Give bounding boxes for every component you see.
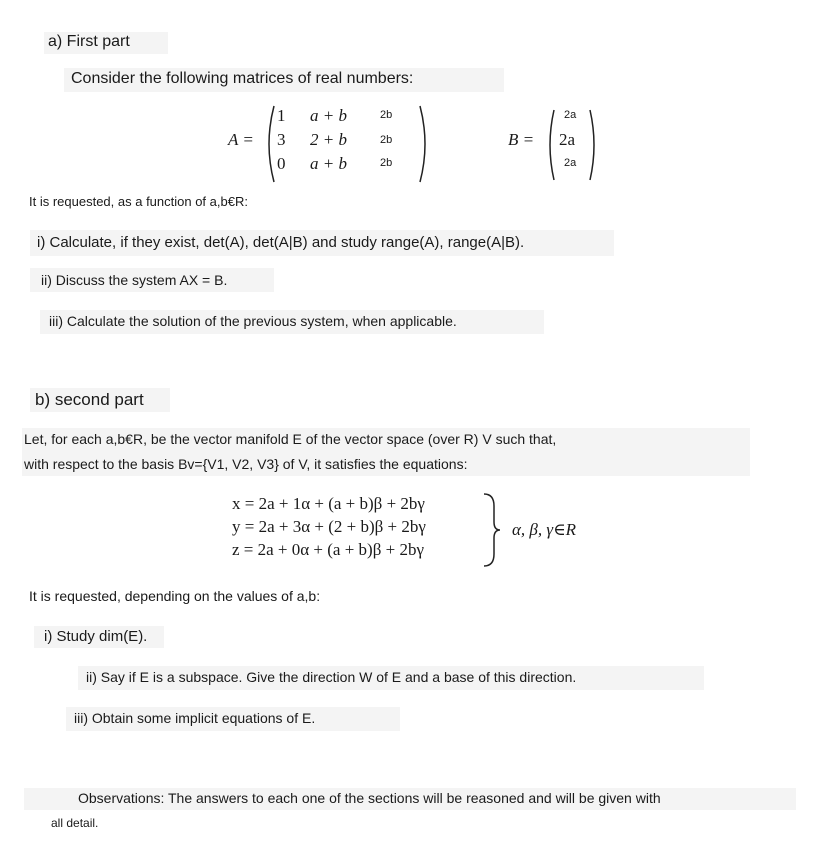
equation-params: α, β, γ∈R bbox=[512, 520, 577, 539]
equation-y: y = 2a + 3α + (2 + b)β + 2bγ bbox=[232, 517, 426, 536]
part-a-request: It is requested, as a function of a,b€R: bbox=[29, 194, 248, 209]
equations-right-brace bbox=[482, 492, 502, 568]
equation-z: z = 2a + 0α + (a + b)β + 2bγ bbox=[232, 540, 424, 559]
a-cell-2-1: 3 bbox=[277, 130, 286, 149]
part-b-item-2: ii) Say if E is a subspace. Give the direction W of E and a base of this direction. bbox=[86, 669, 577, 685]
matrix-a-left-paren bbox=[262, 104, 276, 184]
part-b-item-1: i) Study dim(E). bbox=[44, 628, 148, 645]
a-cell-2-3: 2b bbox=[380, 134, 393, 146]
matrix-a-label: A = bbox=[228, 130, 254, 149]
a-cell-3-2: a + b bbox=[310, 154, 347, 173]
observations-line1: Observations: The answers to each one of the sections will be reasoned and will be given with bbox=[78, 790, 661, 806]
part-a-intro: Consider the following matrices of real numbers: bbox=[71, 70, 414, 87]
b-cell-2: 2a bbox=[559, 130, 576, 149]
matrix-b-left-paren bbox=[544, 108, 556, 182]
part-b-item-3: iii) Obtain some implicit equations of E. bbox=[74, 710, 316, 726]
matrix-a-right-paren bbox=[418, 104, 432, 184]
matrix-b-label: B = bbox=[508, 130, 535, 149]
matrix-a bbox=[228, 104, 438, 184]
part-b-intro-line2: with respect to the basis Bv={V1, V2, V3} of V, it satisfies the equations: bbox=[24, 456, 468, 472]
equation-x: x = 2a + 1α + (a + b)β + 2bγ bbox=[232, 494, 425, 513]
matrix-b-right-paren bbox=[588, 108, 600, 182]
a-cell-1-1: 1 bbox=[277, 106, 286, 125]
a-cell-3-1: 0 bbox=[277, 154, 286, 173]
b-cell-3: 2a bbox=[564, 157, 577, 169]
part-b-heading: b) second part bbox=[35, 390, 144, 409]
part-a-heading: a) First part bbox=[48, 33, 130, 50]
part-a-item-1: i) Calculate, if they exist, det(A), det(A|B) and study range(A), range(A|B). bbox=[37, 234, 525, 251]
observations-line2: all detail. bbox=[51, 816, 99, 830]
part-b-intro-line1: Let, for each a,b€R, be the vector manifold E of the vector space (over R) V such that, bbox=[24, 431, 557, 447]
part-a-item-3: iii) Calculate the solution of the previous system, when applicable. bbox=[49, 313, 457, 329]
b-cell-1: 2a bbox=[564, 109, 577, 121]
part-a-item-2: ii) Discuss the system AX = B. bbox=[41, 272, 228, 288]
a-cell-2-2: 2 + b bbox=[310, 130, 347, 149]
a-cell-1-2: a + b bbox=[310, 106, 347, 125]
a-cell-1-3: 2b bbox=[380, 109, 393, 121]
matrix-b bbox=[508, 104, 608, 184]
a-cell-3-3: 2b bbox=[380, 157, 393, 169]
part-b-request: It is requested, depending on the values of a,b: bbox=[29, 588, 321, 604]
